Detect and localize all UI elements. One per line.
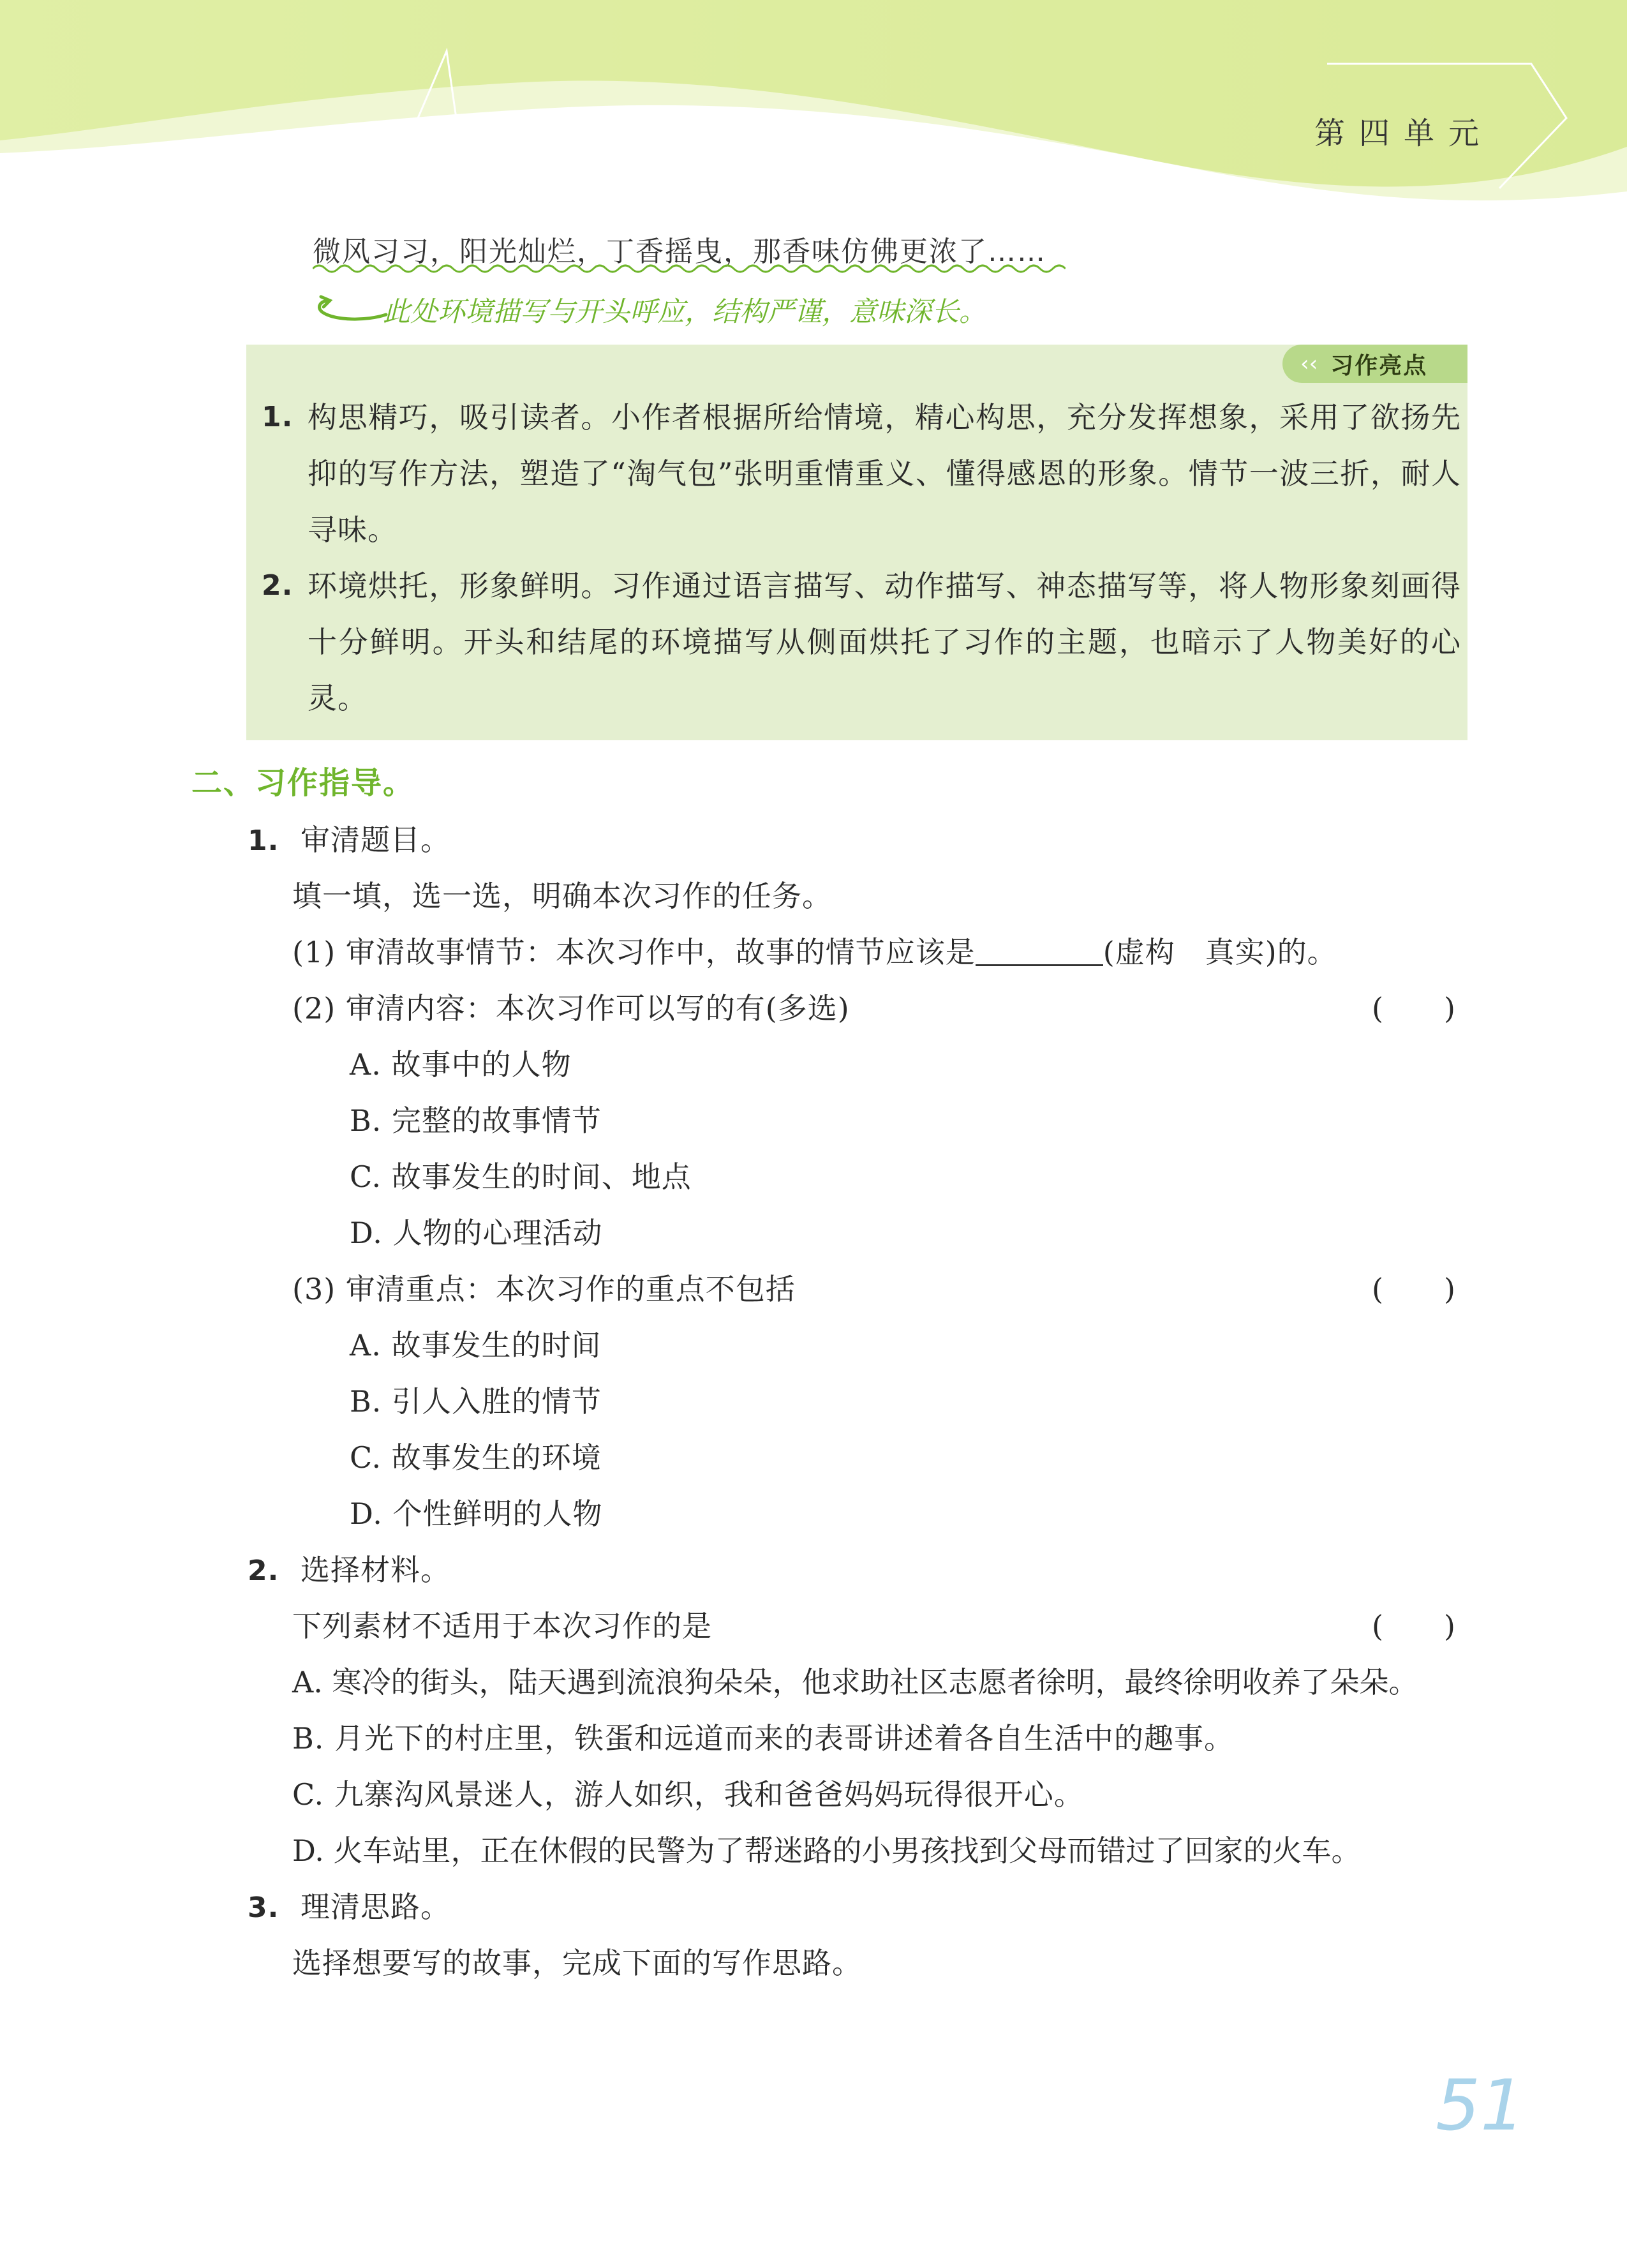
sub-question-1	[292, 929, 1337, 971]
question-2-intro: 下列素材不适用于本次习作的是	[292, 1609, 712, 1643]
option-item: A. 故事中的人物	[350, 1047, 572, 1082]
option-item: B. 月光下的村庄里，铁蛋和远道而来的表哥讲述着各自生活中的趣事。	[292, 1721, 1235, 1756]
section-title: 二、习作指导。	[191, 765, 415, 801]
question-number: 2.	[248, 1555, 279, 1587]
highlight-item-number: 2.	[262, 569, 293, 602]
answer-bracket[interactable]: ( )	[1372, 1272, 1456, 1306]
option-item: B. 完整的故事情节	[350, 1103, 602, 1138]
sub-question-text: (1) 审清故事情节：本次习作中，故事的情节应该是	[292, 935, 976, 969]
annotation-comment: 此处环境描写与开头呼应，结构严谨，意味深长。	[383, 296, 986, 328]
option-item: D. 火车站里，正在休假的民警为了帮迷路的小男孩找到父母而错过了回家的火车。	[292, 1833, 1361, 1868]
page-number: 51	[1436, 2064, 1525, 2146]
option-item: C. 九寨沟风景迷人，游人如织，我和爸爸妈妈玩得很开心。	[292, 1777, 1084, 1812]
option-item: B. 引人入胜的情节	[350, 1384, 602, 1419]
answer-bracket[interactable]: ( )	[1372, 1609, 1456, 1643]
highlight-item	[262, 389, 1461, 558]
question-number: 1.	[248, 824, 279, 857]
highlight-tag	[1282, 345, 1467, 383]
question-2-heading	[248, 1547, 450, 1589]
question-3-heading	[248, 1884, 450, 1926]
excerpt-sentence: 微风习习，阳光灿烂，丁香摇曳，那香味仿佛更浓了……	[313, 235, 1046, 268]
question-1-intro: 填一填，选一选，明确本次习作的任务。	[292, 879, 832, 913]
question-title: 理清思路。	[300, 1890, 450, 1924]
highlight-item	[262, 558, 1461, 726]
wavy-underline	[313, 262, 1066, 276]
answer-bracket[interactable]: ( )	[1372, 991, 1456, 1026]
sub-question-2: (2) 审清内容：本次习作可以写的有(多选)	[292, 991, 850, 1026]
option-item: D. 个性鲜明的人物	[350, 1496, 603, 1531]
question-3-intro: 选择想要写的故事，完成下面的写作思路。	[292, 1946, 862, 1980]
annotation-arrow-icon	[309, 290, 392, 329]
highlight-item-text: 构思精巧，吸引读者。小作者根据所给情境，精心构思，充分发挥想象，采用了欲扬先抑的写作方法，塑造了“淘气包”张明重情重义、懂得感恩的形象。情节一波三折，耐人寻味。	[308, 400, 1461, 547]
sub-question-3: (3) 审清重点：本次习作的重点不包括	[292, 1272, 796, 1306]
option-item: A. 故事发生的时间	[350, 1328, 602, 1362]
highlight-item-number: 1.	[262, 401, 293, 433]
unit-title: 第四单元	[1314, 116, 1494, 151]
option-item: C. 故事发生的时间、地点	[350, 1160, 692, 1194]
question-number: 3.	[248, 1891, 279, 1924]
highlight-item-text: 环境烘托，形象鲜明。习作通过语言描写、动作描写、神态描写等，将人物形象刻画得十分鲜明。开头和结尾的环境描写从侧面烘托了习作的主题，也暗示了人物美好的心灵。	[308, 569, 1461, 715]
option-item: A. 寒冷的街头，陆天遇到流浪狗朵朵，他求助社区志愿者徐明，最终徐明收养了朵朵。	[292, 1665, 1418, 1699]
option-item: C. 故事发生的环境	[350, 1440, 602, 1475]
option-item: D. 人物的心理活动	[350, 1216, 603, 1250]
double-chevron-left-icon: ‹‹	[1300, 351, 1318, 377]
highlight-tag-label: 习作亮点	[1330, 352, 1428, 379]
sub-question-text: (虚构 真实)的。	[1103, 935, 1337, 969]
fill-blank[interactable]	[976, 939, 1103, 966]
question-1-heading	[248, 817, 450, 859]
question-title: 审清题目。	[300, 823, 450, 857]
question-title: 选择材料。	[300, 1553, 450, 1587]
